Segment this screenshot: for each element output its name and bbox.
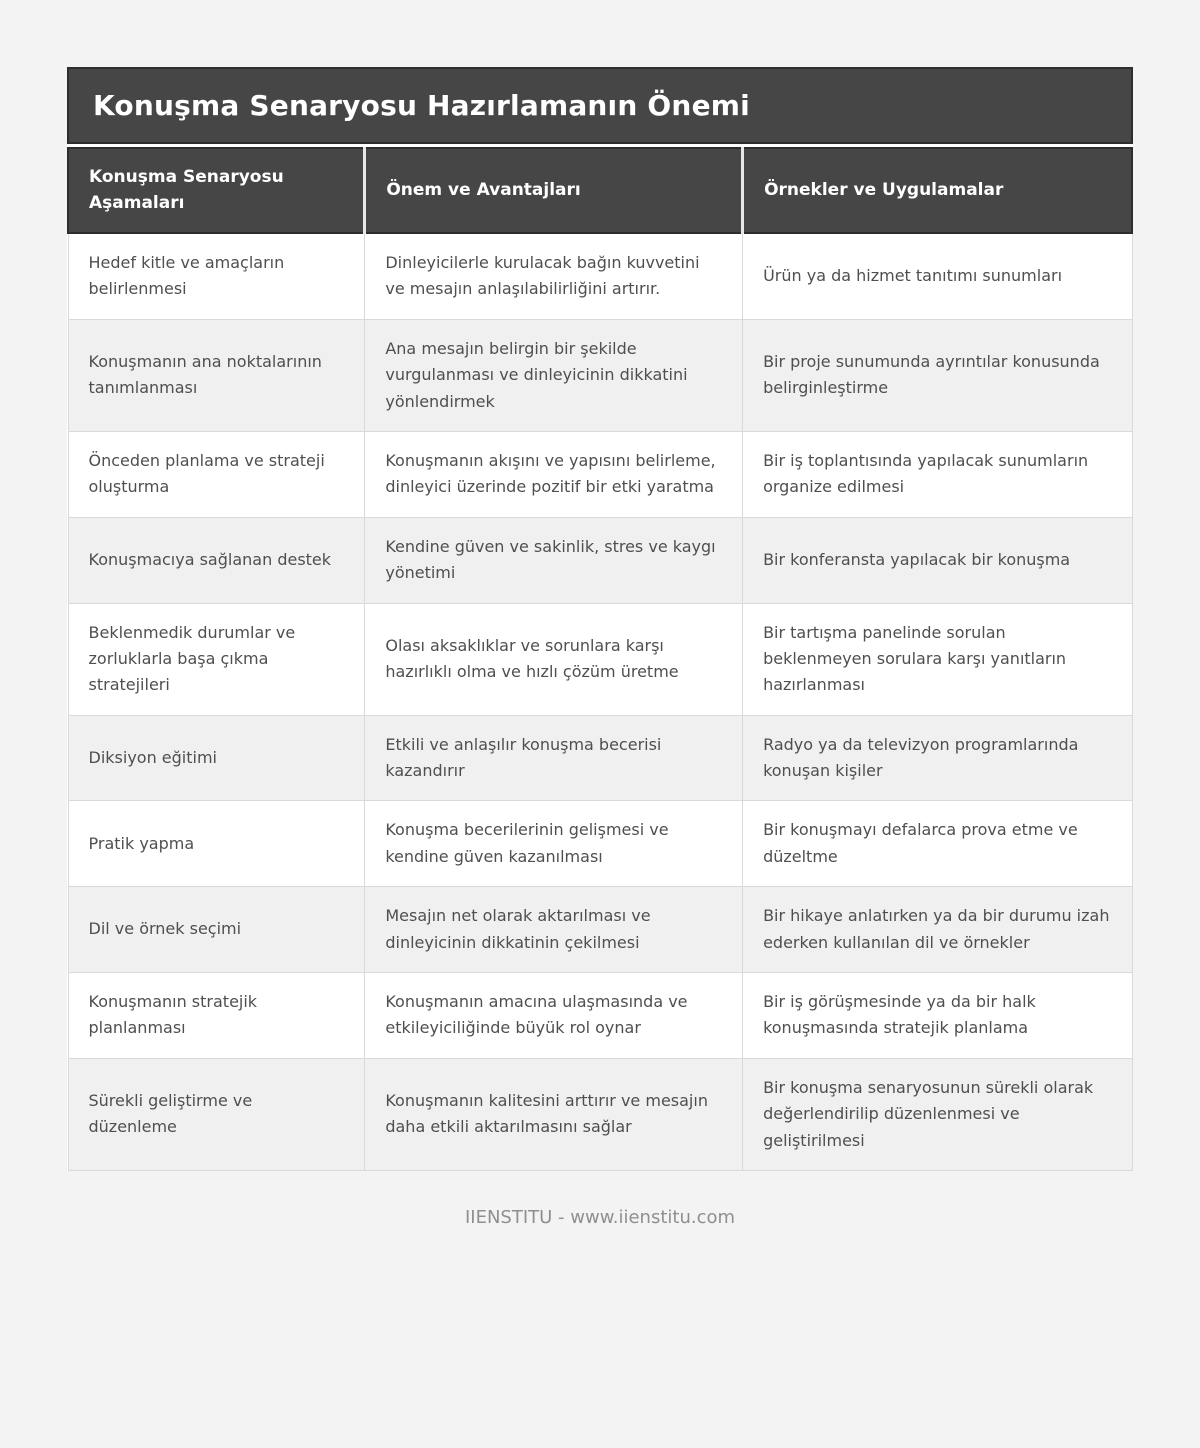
cell-stage: Konuşmanın ana noktalarının tanımlanması	[68, 319, 365, 431]
table-row	[68, 603, 1132, 715]
cell-example: Bir konuşmayı defalarca prova etme ve düzeltme	[743, 801, 1132, 887]
cell-stage: Konuşmanın stratejik planlanması	[68, 973, 365, 1059]
cell-importance: Kendine güven ve sakinlik, stres ve kaygı yönetimi	[365, 517, 743, 603]
cell-stage: Pratik yapma	[68, 801, 365, 887]
cell-example: Radyo ya da televizyon programlarında konuşan kişiler	[743, 715, 1132, 801]
cell-importance: Konuşmanın akışını ve yapısını belirleme, dinleyici üzerinde pozitif bir etki yaratma	[365, 431, 743, 517]
page-title: Konuşma Senaryosu Hazırlamanın Önemi	[67, 67, 1133, 144]
cell-importance: Konuşmanın amacına ulaşmasında ve etkileyiciliğinde büyük rol oynar	[365, 973, 743, 1059]
cell-example: Bir konuşma senaryosunun sürekli olarak değerlendirilip düzenlenmesi ve geliştirilmesi	[743, 1058, 1132, 1170]
cell-stage: Önceden planlama ve strateji oluşturma	[68, 431, 365, 517]
cell-example: Bir tartışma panelinde sorulan beklenmeyen sorulara karşı yanıtların hazırlanması	[743, 603, 1132, 715]
cell-stage: Konuşmacıya sağlanan destek	[68, 517, 365, 603]
cell-example: Bir hikaye anlatırken ya da bir durumu izah ederken kullanılan dil ve örnekler	[743, 887, 1132, 973]
cell-stage: Hedef kitle ve amaçların belirlenmesi	[68, 233, 365, 319]
cell-importance: Dinleyicilerle kurulacak bağın kuvvetini ve mesajın anlaşılabilirliğini artırır.	[365, 233, 743, 319]
table-sheet	[67, 67, 1133, 1171]
cell-importance: Etkili ve anlaşılır konuşma becerisi kazandırır	[365, 715, 743, 801]
column-header-stages: Konuşma Senaryosu Aşamaları	[68, 148, 365, 233]
cell-stage: Diksiyon eğitimi	[68, 715, 365, 801]
cell-example: Bir proje sunumunda ayrıntılar konusunda belirginleştirme	[743, 319, 1132, 431]
table-row	[68, 233, 1132, 319]
table-header	[68, 148, 1132, 233]
cell-importance: Olası aksaklıklar ve sorunlara karşı hazırlıklı olma ve hızlı çözüm üretme	[365, 603, 743, 715]
column-header-examples: Örnekler ve Uygulamalar	[743, 148, 1132, 233]
cell-example: Bir konferansta yapılacak bir konuşma	[743, 517, 1132, 603]
table-row	[68, 517, 1132, 603]
table-row	[68, 715, 1132, 801]
table-row	[68, 431, 1132, 517]
table-row	[68, 319, 1132, 431]
cell-example: Ürün ya da hizmet tanıtımı sunumları	[743, 233, 1132, 319]
cell-importance: Konuşma becerilerinin gelişmesi ve kendine güven kazanılması	[365, 801, 743, 887]
cell-importance: Ana mesajın belirgin bir şekilde vurgulanması ve dinleyicinin dikkatini yönlendirmek	[365, 319, 743, 431]
table-header-row	[68, 148, 1132, 233]
table-row	[68, 801, 1132, 887]
cell-stage: Beklenmedik durumlar ve zorluklarla başa çıkma stratejileri	[68, 603, 365, 715]
column-header-importance: Önem ve Avantajları	[365, 148, 743, 233]
table-row	[68, 887, 1132, 973]
footer-credit: IIENSTITU - www.iienstitu.com	[464, 1206, 736, 1228]
cell-importance: Konuşmanın kalitesini arttırır ve mesajın daha etkili aktarılmasını sağlar	[365, 1058, 743, 1170]
cell-example: Bir iş toplantısında yapılacak sunumların organize edilmesi	[743, 431, 1132, 517]
table-row	[68, 1058, 1132, 1170]
table-row	[68, 973, 1132, 1059]
cell-stage: Sürekli geliştirme ve düzenleme	[68, 1058, 365, 1170]
cell-importance: Mesajın net olarak aktarılması ve dinleyicinin dikkatinin çekilmesi	[365, 887, 743, 973]
cell-example: Bir iş görüşmesinde ya da bir halk konuşmasında stratejik planlama	[743, 973, 1132, 1059]
content-table	[67, 147, 1133, 1171]
cell-stage: Dil ve örnek seçimi	[68, 887, 365, 973]
table-body	[68, 233, 1132, 1170]
